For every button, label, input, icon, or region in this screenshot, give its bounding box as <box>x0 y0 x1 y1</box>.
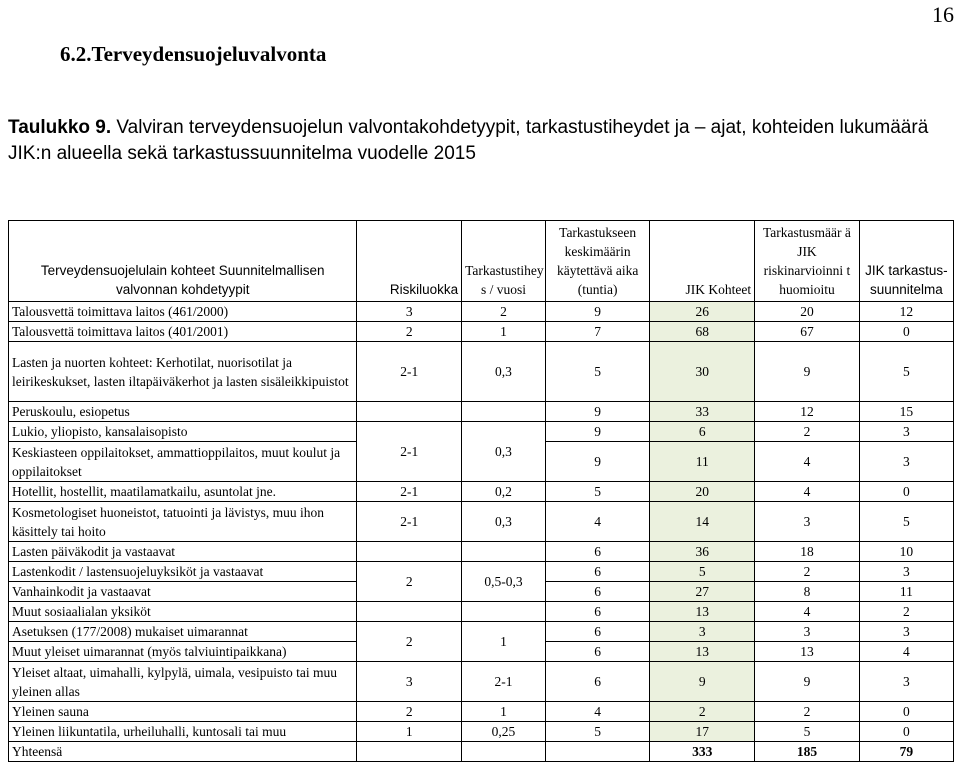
row-risk <box>357 402 462 422</box>
row-suunn: 3 <box>859 562 953 582</box>
page-number: 16 <box>932 2 954 27</box>
table-row <box>9 302 954 322</box>
row-freq: 1 <box>462 322 546 342</box>
table-row <box>9 702 954 722</box>
table-row <box>9 482 954 502</box>
row-maara: 2 <box>755 702 860 722</box>
row-freq: 2-1 <box>462 662 546 702</box>
table-caption <box>8 115 953 167</box>
row-time: 9 <box>545 422 650 442</box>
row-suunn: 3 <box>859 662 953 702</box>
row-suunn: 0 <box>859 482 953 502</box>
row-name: Yleinen sauna <box>9 702 357 722</box>
row-suunn: 0 <box>859 322 953 342</box>
row-name: Yleinen liikuntatila, urheiluhalli, kuntosali tai muu <box>9 722 357 742</box>
row-maara: 5 <box>755 722 860 742</box>
row-freq <box>462 602 546 622</box>
table-row <box>9 502 954 542</box>
table-row <box>9 662 954 702</box>
row-risk: 3 <box>357 302 462 322</box>
row-time: 9 <box>545 302 650 322</box>
row-risk: 2-1 <box>357 422 462 482</box>
row-risk: 1 <box>357 722 462 742</box>
total-row <box>9 742 954 762</box>
row-maara: 2 <box>755 422 860 442</box>
caption-label: Taulukko 9. <box>8 117 112 138</box>
table-row <box>9 722 954 742</box>
row-time: 6 <box>545 642 650 662</box>
row-risk: 2-1 <box>357 482 462 502</box>
table-row <box>9 422 954 442</box>
total-time <box>545 742 650 762</box>
row-freq: 0,25 <box>462 722 546 742</box>
table-row <box>9 542 954 562</box>
row-kohteet: 6 <box>650 422 755 442</box>
row-freq: 0,5-0,3 <box>462 562 546 602</box>
row-name: Keskiasteen oppilaitokset, ammattioppilaitos, muut koulut ja oppilaitokset <box>9 442 357 482</box>
row-suunn: 10 <box>859 542 953 562</box>
table-row <box>9 342 954 402</box>
total-kohteet: 333 <box>650 742 755 762</box>
row-kohteet: 9 <box>650 662 755 702</box>
row-kohteet: 11 <box>650 442 755 482</box>
row-kohteet: 13 <box>650 642 755 662</box>
row-maara: 12 <box>755 402 860 422</box>
row-time: 6 <box>545 662 650 702</box>
row-kohteet: 27 <box>650 582 755 602</box>
header-riskiluokka: Riskiluokka <box>357 221 462 302</box>
header-suunnitelma: JIK tarkastus-suunnitelma <box>859 221 953 302</box>
table-row <box>9 322 954 342</box>
row-kohteet: 2 <box>650 702 755 722</box>
row-suunn: 12 <box>859 302 953 322</box>
row-suunn: 3 <box>859 442 953 482</box>
row-kohteet: 17 <box>650 722 755 742</box>
row-kohteet: 20 <box>650 482 755 502</box>
row-name: Asetuksen (177/2008) mukaiset uimarannat <box>9 622 357 642</box>
row-suunn: 0 <box>859 722 953 742</box>
row-freq <box>462 402 546 422</box>
header-tarkastusaika: Tarkastukseen keskimäärin käytettävä aika (tuntia) <box>545 221 650 302</box>
row-kohteet: 68 <box>650 322 755 342</box>
row-name: Kosmetologiset huoneistot, tatuointi ja lävistys, muu ihon käsittely tai hoito <box>9 502 357 542</box>
row-maara: 3 <box>755 622 860 642</box>
row-maara: 2 <box>755 562 860 582</box>
row-name: Lasten ja nuorten kohteet: Kerhotilat, nuorisotilat ja leirikeskukset, lasten iltapäiväkerhot ja lasten sisäleikkipuistot <box>9 342 357 402</box>
row-time: 4 <box>545 502 650 542</box>
row-freq: 1 <box>462 702 546 722</box>
row-risk: 2 <box>357 702 462 722</box>
row-time: 6 <box>545 622 650 642</box>
row-risk: 2-1 <box>357 502 462 542</box>
row-freq: 2 <box>462 302 546 322</box>
row-freq: 0,3 <box>462 422 546 482</box>
row-risk: 2-1 <box>357 342 462 402</box>
row-suunn: 5 <box>859 342 953 402</box>
row-time: 5 <box>545 482 650 502</box>
row-time: 7 <box>545 322 650 342</box>
row-risk <box>357 542 462 562</box>
row-kohteet: 5 <box>650 562 755 582</box>
row-kohteet: 3 <box>650 622 755 642</box>
row-suunn: 5 <box>859 502 953 542</box>
row-name: Talousvettä toimittava laitos (401/2001) <box>9 322 357 342</box>
row-freq: 0,3 <box>462 502 546 542</box>
total-risk <box>357 742 462 762</box>
row-suunn: 11 <box>859 582 953 602</box>
row-maara: 8 <box>755 582 860 602</box>
row-name: Talousvettä toimittava laitos (461/2000) <box>9 302 357 322</box>
row-kohteet: 36 <box>650 542 755 562</box>
row-risk <box>357 602 462 622</box>
row-freq: 0,3 <box>462 342 546 402</box>
inspection-table <box>8 220 954 762</box>
row-maara: 67 <box>755 322 860 342</box>
caption-text: Valviran terveydensuojelun valvontakohdetyypit, tarkastustiheydet ja – ajat, kohteiden lukumäärä JIK:n alueella sekä tarkastussuunnitelma vuodelle 2015 <box>8 117 929 164</box>
row-name: Vanhainkodit ja vastaavat <box>9 582 357 602</box>
header-tarkastustiheys: Tarkastustihey s / vuosi <box>462 221 546 302</box>
row-suunn: 3 <box>859 622 953 642</box>
row-kohteet: 14 <box>650 502 755 542</box>
row-kohteet: 30 <box>650 342 755 402</box>
row-freq: 0,2 <box>462 482 546 502</box>
row-time: 5 <box>545 342 650 402</box>
row-kohteet: 26 <box>650 302 755 322</box>
row-suunn: 4 <box>859 642 953 662</box>
row-maara: 4 <box>755 482 860 502</box>
row-name: Yleiset altaat, uimahalli, kylpylä, uimala, vesipuisto tai muu yleinen allas <box>9 662 357 702</box>
row-risk: 3 <box>357 662 462 702</box>
row-time: 9 <box>545 402 650 422</box>
row-name: Lastenkodit / lastensuojeluyksiköt ja vastaavat <box>9 562 357 582</box>
row-kohteet: 33 <box>650 402 755 422</box>
total-maara: 185 <box>755 742 860 762</box>
row-time: 6 <box>545 562 650 582</box>
row-maara: 4 <box>755 442 860 482</box>
total-label: Yhteensä <box>9 742 357 762</box>
table-row <box>9 562 954 582</box>
row-freq <box>462 542 546 562</box>
row-time: 6 <box>545 542 650 562</box>
row-maara: 9 <box>755 342 860 402</box>
row-maara: 9 <box>755 662 860 702</box>
row-name: Muut sosiaalialan yksiköt <box>9 602 357 622</box>
row-suunn: 0 <box>859 702 953 722</box>
row-suunn: 2 <box>859 602 953 622</box>
section-title: 6.2.Terveydensuojeluvalvonta <box>60 42 327 66</box>
row-kohteet: 13 <box>650 602 755 622</box>
row-name: Lukio, yliopisto, kansalaisopisto <box>9 422 357 442</box>
row-time: 9 <box>545 442 650 482</box>
row-maara: 3 <box>755 502 860 542</box>
row-maara: 18 <box>755 542 860 562</box>
row-name: Hotellit, hostellit, maatilamatkailu, asuntolat jne. <box>9 482 357 502</box>
row-risk: 2 <box>357 322 462 342</box>
row-time: 5 <box>545 722 650 742</box>
row-maara: 4 <box>755 602 860 622</box>
row-time: 6 <box>545 582 650 602</box>
row-maara: 20 <box>755 302 860 322</box>
row-time: 4 <box>545 702 650 722</box>
row-name: Lasten päiväkodit ja vastaavat <box>9 542 357 562</box>
row-risk: 2 <box>357 622 462 662</box>
header-tarkastusmaara: Tarkastusmäär ä JIK riskinarvioinni t huomioitu <box>755 221 860 302</box>
row-risk: 2 <box>357 562 462 602</box>
table-row <box>9 602 954 622</box>
total-suunn: 79 <box>859 742 953 762</box>
row-suunn: 3 <box>859 422 953 442</box>
row-maara: 13 <box>755 642 860 662</box>
table-row <box>9 402 954 422</box>
row-suunn: 15 <box>859 402 953 422</box>
total-freq <box>462 742 546 762</box>
row-name: Muut yleiset uimarannat (myös talviuintipaikkana) <box>9 642 357 662</box>
table-row <box>9 622 954 642</box>
header-jik-kohteet: JIK Kohteet <box>650 221 755 302</box>
row-name: Peruskoulu, esiopetus <box>9 402 357 422</box>
row-freq: 1 <box>462 622 546 662</box>
row-time: 6 <box>545 602 650 622</box>
header-kohdetyyppi: Terveydensuojelulain kohteet Suunnitelmallisen valvonnan kohdetyypit <box>9 221 357 302</box>
